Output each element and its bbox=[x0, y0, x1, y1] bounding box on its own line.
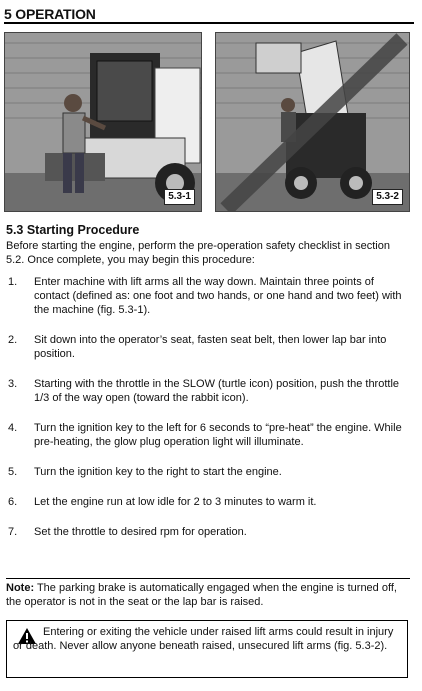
page-title: 5 OPERATION bbox=[4, 6, 96, 22]
step-text: Sit down into the operator’s seat, fasten seat belt, then lower lap bar into position. bbox=[34, 334, 387, 360]
page-header bbox=[4, 6, 414, 24]
section-intro: Before starting the engine, perform the pre-operation safety checklist in section 5.2. Once complete, you may begin this procedure: bbox=[6, 240, 390, 266]
step-number: 1. bbox=[8, 276, 18, 288]
step-item bbox=[6, 377, 410, 405]
step-text: Let the engine run at low idle for 2 to 3 minutes to warm it. bbox=[34, 496, 317, 508]
main-content bbox=[6, 223, 410, 555]
step-number: 3. bbox=[8, 378, 18, 390]
figure-label: 5.3-1 bbox=[164, 189, 195, 205]
step-item bbox=[6, 333, 410, 361]
warning-box bbox=[6, 620, 408, 678]
photo-person-under-raised-arms bbox=[216, 33, 409, 211]
step-text: Enter machine with lift arms all the way down. Maintain three points of contact (defined as: one foot and two hands, or one hand and two feet) with the machine (fig. 5.3-1). bbox=[34, 276, 402, 316]
step-number: 7. bbox=[8, 526, 18, 538]
figure-5-3-1 bbox=[4, 32, 202, 212]
step-item bbox=[6, 525, 410, 539]
step-number: 4. bbox=[8, 422, 18, 434]
figure-label: 5.3-2 bbox=[372, 189, 403, 205]
step-item bbox=[6, 421, 410, 449]
step-number: 5. bbox=[8, 466, 18, 478]
section-title: 5.3 Starting Procedure bbox=[6, 223, 140, 237]
photo-operator-entering-loader bbox=[5, 33, 201, 211]
note-block bbox=[6, 578, 410, 609]
step-text: Starting with the throttle in the SLOW (turtle icon) position, push the throttle 1/3 of the way open (toward the rabbit icon). bbox=[34, 378, 400, 404]
note-text: The parking brake is automatically engaged when the engine is turned off, the operator is not in the seat or the lap bar is raised. bbox=[6, 582, 397, 608]
procedure-steps bbox=[6, 275, 410, 539]
warning-text: Entering or exiting the vehicle under raised lift arms could result in injury or death. Never allow anyone beneath raised, unsecured lift arms (fig. 5.3-2). bbox=[13, 626, 394, 652]
step-item bbox=[6, 275, 410, 317]
step-text: Set the throttle to desired rpm for operation. bbox=[34, 526, 247, 538]
note-label: Note: bbox=[6, 582, 35, 594]
figure-5-3-2 bbox=[215, 32, 410, 212]
step-number: 6. bbox=[8, 496, 18, 508]
step-number: 2. bbox=[8, 334, 18, 346]
step-text: Turn the ignition key to the left for 6 seconds to “pre-heat” the engine. While pre-heating, the glow plug operation light will illuminate. bbox=[34, 422, 402, 448]
step-item bbox=[6, 465, 410, 479]
step-text: Turn the ignition key to the right to start the engine. bbox=[34, 466, 282, 478]
step-item bbox=[6, 495, 410, 509]
